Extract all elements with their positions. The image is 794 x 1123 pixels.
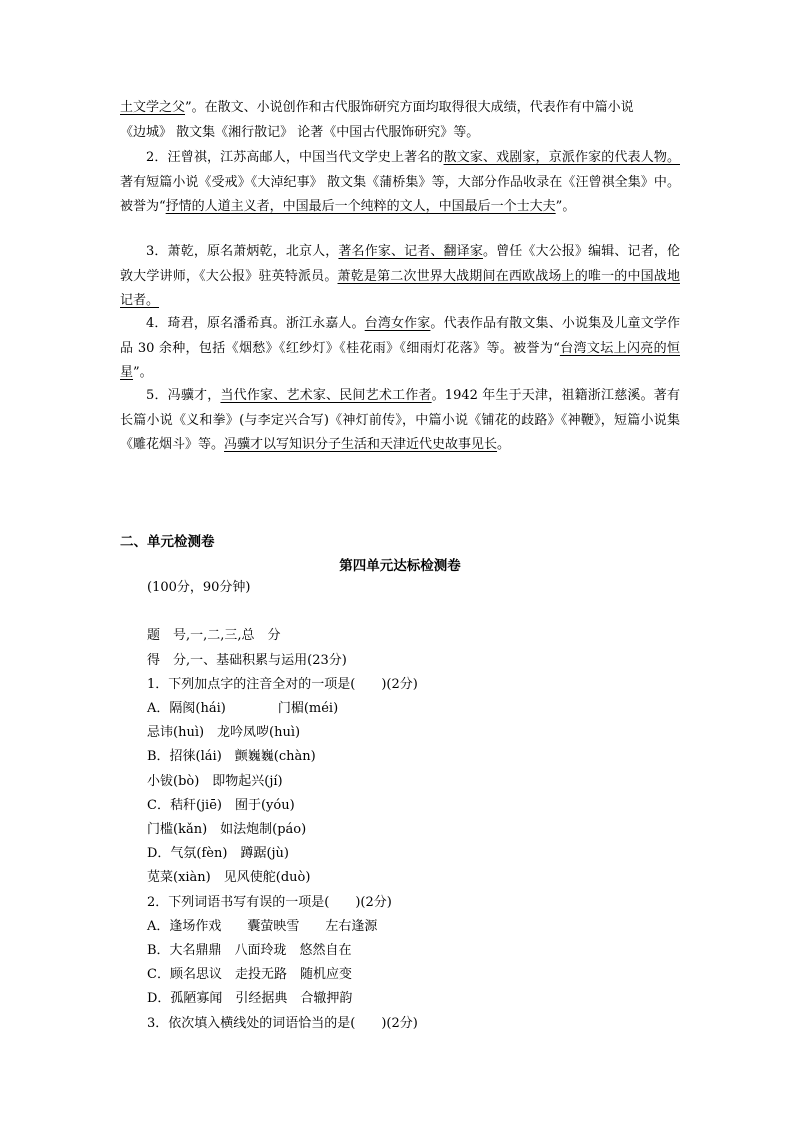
underlined-phrase: 台湾女作家	[364, 316, 431, 331]
entry-text: 4．琦君，原名潘希真。浙江永嘉人。	[146, 316, 365, 331]
intro-paragraph	[120, 96, 680, 145]
test-line: C．顾名思议 走投无路 随机应变	[147, 967, 352, 983]
entry-text: 3．萧乾，原名萧炳乾，北京人，	[146, 244, 339, 259]
test-line: 忌讳(huì) 龙吟凤哕(huì)	[147, 725, 301, 741]
underlined-phrase: 台湾文坛上闪亮的恒星	[120, 340, 680, 380]
intro-text: ”。在散文、小说创作和古代服饰研究方面均取得很大成绩，代表作有中篇小说	[185, 100, 634, 115]
test-line: 小钹(bò) 即物起兴(jí)	[147, 773, 283, 789]
test-line: A．隔阂(hái) 门楣(méi)	[147, 701, 339, 716]
author-entry-4	[120, 312, 680, 386]
test-line: 门槛(kǎn) 如法炮制(páo)	[147, 822, 307, 837]
test-line: C．秸秆(jiē) 囿于(yóu)	[147, 797, 295, 813]
test-line: 1．下列加点字的注音全对的一项是( )(2分)	[147, 676, 418, 692]
author-entry-3	[120, 240, 680, 314]
author-entry-2	[120, 146, 680, 220]
entry-text: ”。	[555, 199, 576, 214]
entry-text: 。代表作品有散文集、小说集及儿童文学作品 30 余种，包括《烟愁》《红纱灯》《桂花雨》《细雨灯花落》等。被誉为“	[120, 316, 680, 356]
intro-works: 《边城》 散文集《湘行散记》 论著《中国古代服饰研究》等。	[120, 124, 480, 140]
underlined-phrase: 抒情的人道主义者，中国最后一个纯粹的文人，中国最后一个士大夫	[165, 199, 556, 214]
entry-text: 5．冯骥才，	[146, 388, 221, 403]
underlined-phrase: 土文学之父	[120, 100, 186, 115]
test-line: D．孤陋寡闻 引经据典 合辙押韵	[147, 991, 353, 1007]
entry-text: 著有短篇小说《受戒》《大淖纪事》 散文集《蒲桥集》等，大部分作品收录在《汪曾祺全集》中。被誉为“	[120, 174, 680, 214]
entry-text: 。1942 年生于天津，祖籍浙江慈溪。著有长篇小说《义和拳》(与李定兴合写)《神灯前传》，中篇小说《铺花的歧路》《神鞭》，短篇小说集《雕花烟斗》等。	[120, 388, 680, 452]
entry-text: 。	[497, 437, 511, 452]
underlined-phrase: 散文家、戏剧家，京派作家的代表人物。	[443, 150, 680, 165]
test-line: 2．下列词语书写有误的一项是( )(2分)	[147, 894, 392, 910]
underlined-phrase: 冯骥才以写知识分子生活和天津近代史故事见长	[224, 437, 498, 452]
entry-text: 。曾任《大公报》编辑、记者，伦敦大学讲师，《大公报》驻英特派员。	[120, 244, 680, 284]
test-line: A．逢场作戏 囊萤映雪 左右逢源	[147, 918, 378, 934]
section-heading: 二、单元检测卷	[120, 534, 215, 550]
entry-text: 2．汪曾祺，江苏高邮人，中国当代文学史上著名的	[146, 150, 444, 165]
entry-text: ”。	[133, 365, 153, 380]
test-line: D．气氛(fèn) 蹲踞(jù)	[147, 846, 289, 862]
underlined-phrase: 萧乾是第二次世界大战期间在西欧战场上的唯一的中国战地记者。	[120, 268, 680, 308]
test-line: 得 分,一、基础积累与运用(23分)	[147, 652, 347, 668]
test-title: 第四单元达标检测卷	[339, 558, 461, 574]
underlined-phrase: 当代作家、艺术家、民间艺术工作者	[220, 388, 432, 403]
author-entry-5	[120, 384, 680, 458]
test-line: (100分，90分钟)	[147, 580, 251, 595]
underlined-phrase: 著名作家、记者、翻译家	[338, 244, 483, 259]
test-line: B．大名鼎鼎 八面玲珑 悠然自在	[147, 943, 352, 958]
test-line: 3．依次填入横线处的词语恰当的是( )(2分)	[147, 1015, 418, 1031]
test-line: 苋菜(xiàn) 见风使舵(duò)	[147, 870, 311, 886]
test-line: B．招徕(lái) 颤巍巍(chàn)	[147, 749, 316, 765]
test-line: 题 号,一,二,三,总 分	[147, 628, 281, 644]
